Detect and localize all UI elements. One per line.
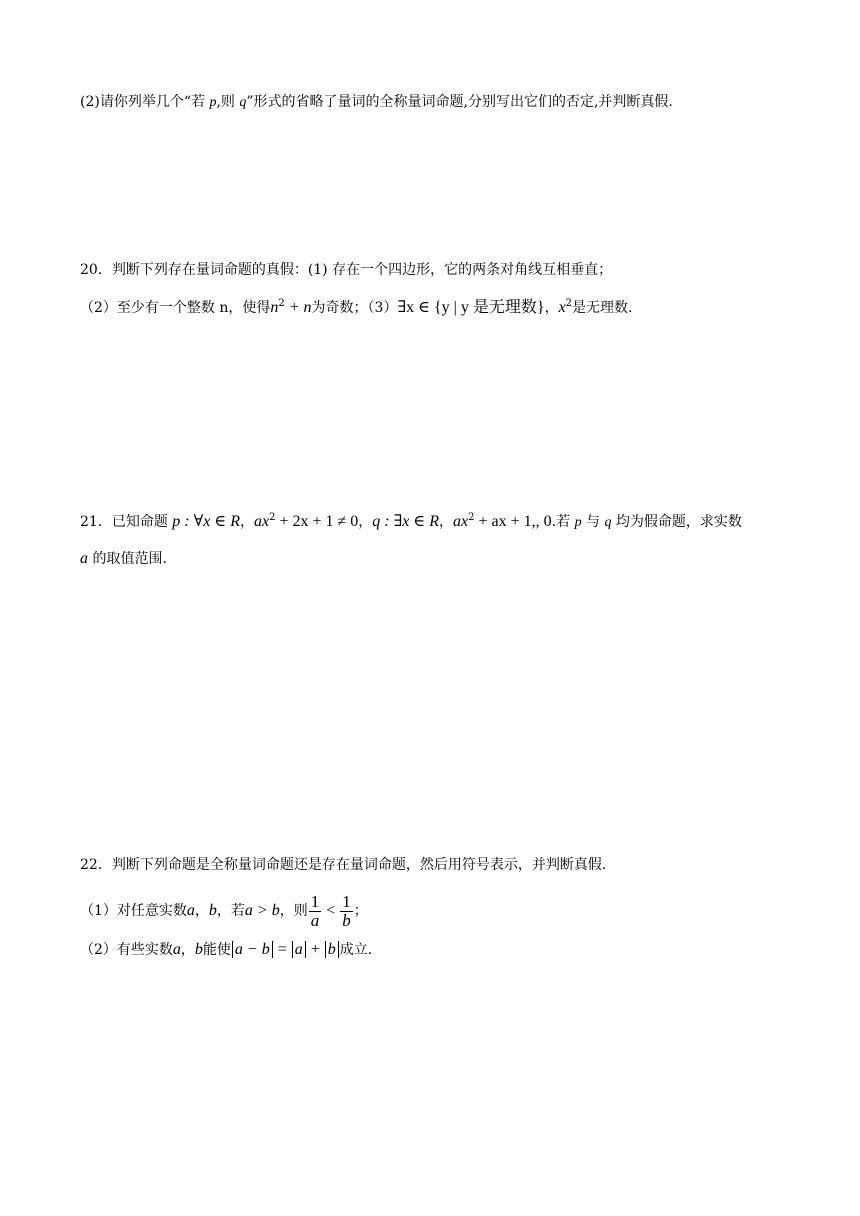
q22-a-2: a: [172, 941, 181, 958]
q22-comma-1: ，: [194, 903, 209, 919]
q22-b: b: [208, 902, 217, 919]
q21-p-statement: p : ∀x ∈ R: [172, 513, 240, 530]
question-22-line-1: 22．判断下列命题是全称量词命题还是存在量词命题，然后用符号表示，并判断真假.: [80, 857, 607, 873]
q21-ax-2: ax: [453, 513, 469, 530]
q21-and-text: 与: [581, 514, 605, 530]
q20-n: n: [270, 299, 279, 316]
q22-a: a: [186, 902, 195, 919]
q20-set-expression: ∃x ∈ {y | y 是无理数}: [397, 299, 545, 316]
q20-x-exponent: 2: [565, 298, 573, 309]
q20-irrational-text: 是无理数.: [572, 300, 633, 316]
q19-text-1: (2)请你列举几个“若: [80, 94, 210, 110]
q22-can-text: 能使: [202, 942, 231, 958]
question-21-line-1: [80, 512, 742, 533]
q21-sep-1: ，: [239, 514, 254, 530]
q22-frac2-den: b: [342, 910, 351, 930]
q21-range-text: 的取值范围.: [88, 551, 167, 567]
q21-inequality-2: + ax + 1,, 0: [474, 513, 552, 530]
q20-part2-text: （2）至少有一个整数 n，使得: [80, 300, 271, 316]
q21-exp-2: 2: [468, 512, 475, 523]
question-20-line-1: 20．判断下列存在量词命题的真假：(1) 存在一个四边形，它的两条对角线互相垂直；: [80, 262, 613, 278]
q21-ax: ax: [253, 513, 270, 530]
q21-p: p: [574, 515, 582, 530]
question-22-part-1: [80, 892, 368, 930]
q19-text-2: ,则: [216, 94, 240, 110]
q19-text-3: ”形式的省略了量词的全称量词命题,分别写出它们的否定,并判断真假.: [246, 94, 673, 110]
q22-fraction-1: [309, 893, 322, 930]
q22-abs-a-minus-b: a − b: [232, 941, 273, 958]
q22-abs-b: b: [325, 941, 339, 958]
q19-q: q: [239, 95, 247, 110]
q20-comma: ，: [544, 300, 559, 316]
q22-condition: a > b: [244, 902, 280, 919]
q21-exp-1: 2: [269, 512, 276, 523]
q21-q-statement: q : ∃x ∈ R: [372, 513, 440, 530]
q21-if-text: .若: [551, 514, 575, 530]
q22-frac1-den: a: [310, 910, 320, 930]
q22-comma-2: ，: [180, 942, 195, 958]
question-19-part-2: [80, 92, 673, 113]
q21-q: q: [604, 515, 612, 530]
q22-fraction-2: [340, 893, 353, 930]
q22-less-than: <: [322, 902, 340, 919]
q22-frac2-num: 1: [342, 891, 351, 911]
q22-holds-text: 成立.: [339, 942, 373, 958]
q20-x: x: [558, 299, 566, 316]
q21-a-variable: a: [80, 550, 88, 567]
q21-intro: 21．已知命题: [80, 514, 173, 530]
q22-if-text: ，若: [216, 903, 245, 919]
q21-sep-3: ，: [439, 514, 454, 530]
q21-inequality-1: + 2x + 1 ≠ 0: [275, 513, 359, 530]
q20-n-exponent: 2: [278, 298, 285, 309]
q19-p: p: [209, 95, 217, 110]
q22-p1-text: （1）对任意实数: [80, 903, 187, 919]
q22-b-2: b: [194, 941, 203, 958]
question-21-line-2: [80, 549, 167, 569]
q22-abs-a: a: [292, 941, 306, 958]
q20-odd-text: 为奇数；（3）: [311, 300, 398, 316]
question-22-part-2: [80, 940, 372, 960]
question-20-line-2: [80, 298, 633, 318]
q22-p2-text: （2）有些实数: [80, 942, 173, 958]
q22-semicolon: ；: [353, 903, 368, 919]
q22-equals: =: [273, 941, 291, 958]
q22-frac1-num: 1: [310, 891, 320, 911]
q22-then-text: ，则: [279, 903, 308, 919]
q20-plus-n: + n: [284, 299, 312, 316]
q21-sep-2: ，: [358, 514, 373, 530]
q21-ask-text: 均为假命题，求实数: [611, 514, 742, 530]
q22-plus: +: [306, 941, 324, 958]
